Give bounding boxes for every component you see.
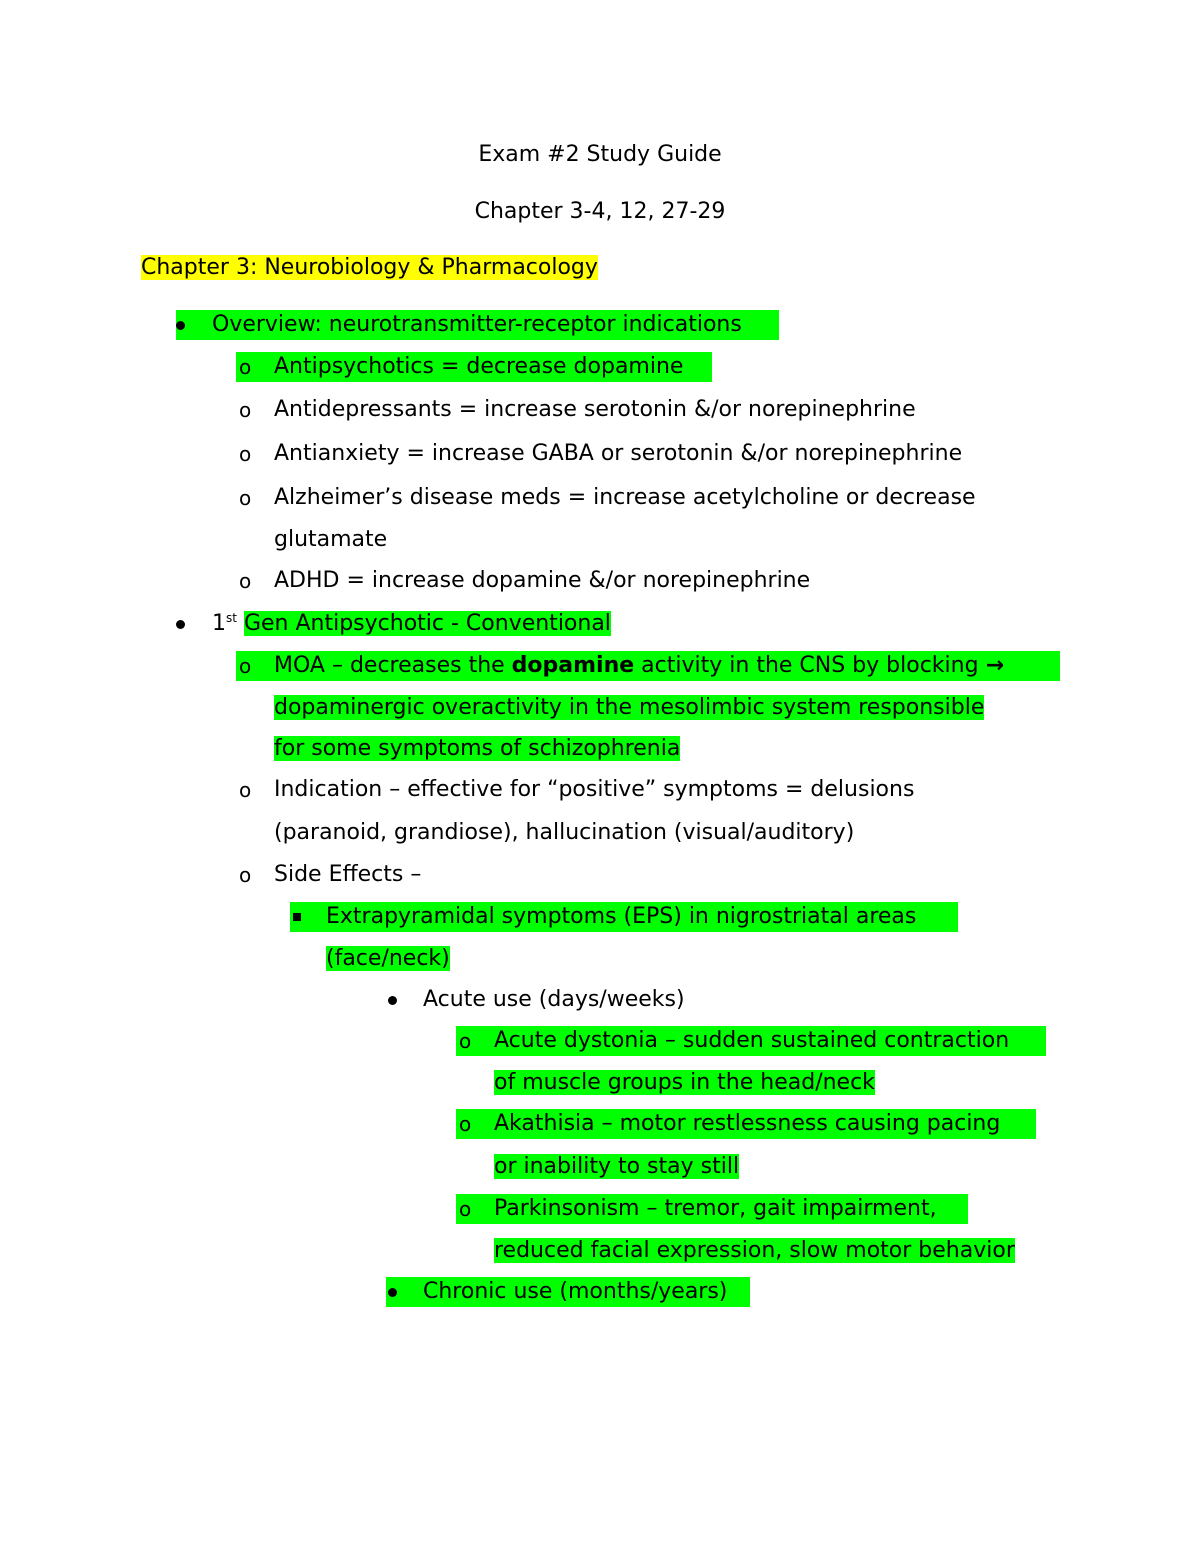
bullet-circle-icon: o (239, 654, 252, 678)
moa-line-2-text: dopaminergic overactivity in the mesolimbic system responsible (274, 695, 985, 720)
moa-line-3 (274, 734, 680, 764)
bullet-circle-icon: o (239, 863, 252, 887)
page-subtitle: Chapter 3-4, 12, 27-29 (474, 199, 726, 224)
bullet-circle-icon: o (239, 355, 252, 379)
moa-line-1 (274, 651, 1004, 681)
moa-line-3-text: for some symptoms of schizophrenia (274, 736, 681, 761)
akathisia-line-1: Akathisia – motor restlessness causing pacing (494, 1111, 1001, 1136)
overview-item-alzheimers: Alzheimer’s disease meds = increase acetylcholine or decrease (274, 485, 976, 510)
moa-line-2 (274, 693, 984, 723)
first-gen-title: Gen Antipsychotic - Conventional (243, 611, 611, 636)
overview-item-adhd: ADHD = increase dopamine &/or norepinephrine (274, 568, 811, 593)
overview-item-antipsychotics: Antipsychotics = decrease dopamine (274, 354, 684, 379)
acute-use-label: Acute use (days/weeks) (423, 987, 685, 1012)
acute-dystonia-line-2 (494, 1068, 875, 1098)
bullet-circle-icon: o (239, 569, 252, 593)
bullet-dot-icon (388, 996, 397, 1005)
overview-text: Overview: neurotransmitter-receptor indications (212, 312, 742, 337)
indication-line-2: (paranoid, grandiose), hallucination (visual/auditory) (274, 820, 855, 845)
chronic-use-label: Chronic use (months/years) (423, 1279, 728, 1304)
bullet-circle-icon: o (239, 778, 252, 802)
bullet-circle-icon: o (459, 1112, 472, 1136)
bullet-dot-icon (176, 620, 185, 629)
chapter-3-heading-text: Chapter 3: Neurobiology & Pharmacology (141, 255, 598, 280)
bullet-circle-icon: o (239, 442, 252, 466)
indication-line-1: Indication – effective for “positive” symptoms = delusions (274, 777, 915, 802)
chapter-3-heading (141, 253, 598, 283)
bullet-dot-icon (388, 1288, 397, 1297)
bullet-circle-icon: o (239, 398, 252, 422)
bullet-circle-icon: o (459, 1197, 472, 1221)
eps-line-1: Extrapyramidal symptoms (EPS) in nigrostriatal areas (326, 904, 917, 929)
bullet-circle-icon: o (239, 486, 252, 510)
parkinsonism-line-2 (494, 1236, 1015, 1266)
right-arrow-icon: → (985, 653, 1004, 678)
bullet-circle-icon: o (459, 1029, 472, 1053)
parkinsonism-line-2-text: reduced facial expression, slow motor behavior (494, 1238, 1015, 1263)
side-effects-label: Side Effects – (274, 862, 422, 887)
bullet-dot-icon (176, 321, 185, 330)
first-gen-heading (212, 609, 611, 639)
moa-text-after: activity in the CNS by blocking (634, 653, 986, 678)
akathisia-line-2-text: or inability to stay still (494, 1154, 740, 1179)
akathisia-line-2 (494, 1152, 739, 1182)
page-title: Exam #2 Study Guide (478, 142, 722, 167)
bullet-square-icon (293, 913, 301, 921)
moa-text-before: MOA – decreases the (274, 653, 512, 678)
overview-item-antidepressants: Antidepressants = increase serotonin &/or norepinephrine (274, 397, 916, 422)
overview-item-alzheimers-cont: glutamate (274, 527, 388, 552)
first-gen-prefix: 1 (212, 611, 226, 636)
overview-item-antianxiety: Antianxiety = increase GABA or serotonin &/or norepinephrine (274, 441, 963, 466)
eps-line-2 (326, 944, 450, 974)
eps-line-2-text: (face/neck) (326, 946, 450, 971)
acute-dystonia-line-1: Acute dystonia – sudden sustained contraction (494, 1028, 1010, 1053)
parkinsonism-line-1: Parkinsonism – tremor, gait impairment, (494, 1196, 937, 1221)
moa-bold-dopamine: dopamine (511, 653, 635, 678)
first-gen-sup: st (226, 611, 237, 625)
acute-dystonia-line-2-text: of muscle groups in the head/neck (494, 1070, 875, 1095)
